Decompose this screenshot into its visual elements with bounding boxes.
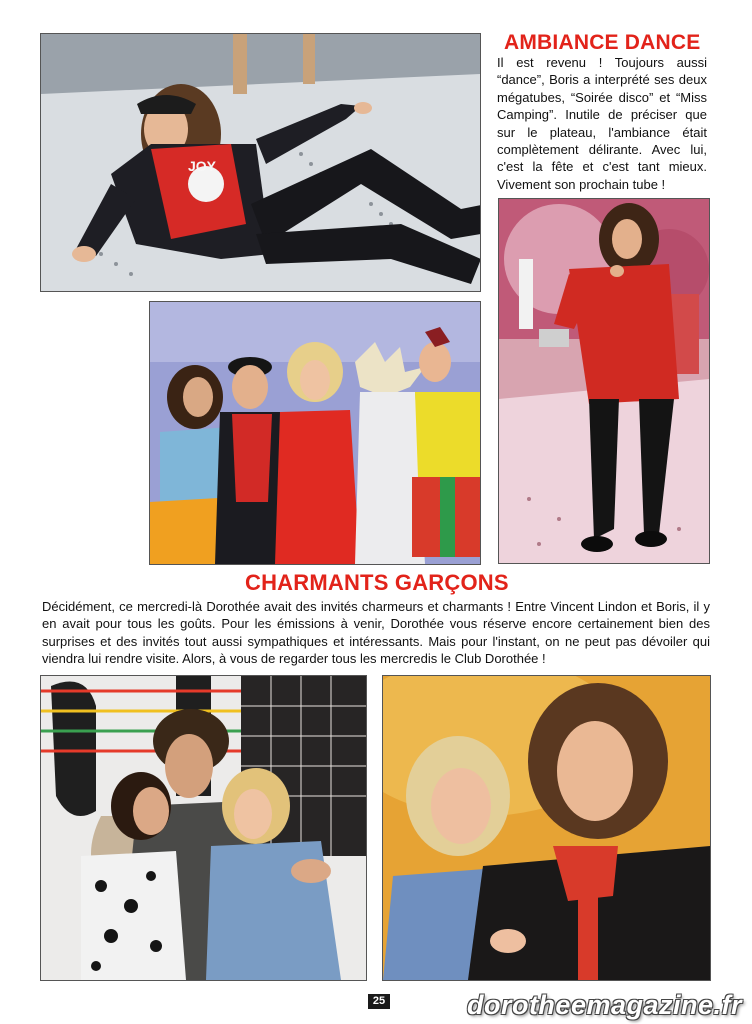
site-watermark: dorotheemagazine.fr bbox=[466, 990, 742, 1020]
photo-lindon-group bbox=[40, 675, 367, 981]
tshirt-print: JOY bbox=[188, 158, 217, 174]
photo-boris-singing bbox=[498, 198, 710, 564]
page-number: 25 bbox=[368, 994, 390, 1009]
photo-dorothee-boris bbox=[382, 675, 711, 981]
ambiance-dance-heading: AMBIANCE DANCE bbox=[504, 31, 701, 54]
charmants-garcons-text: Décidément, ce mercredi-là Dorothée avait des invités charmeurs et charmants ! Entre Vincent Lindon et Boris, il y en avait pour tous les goûts. Pour les émissions à venir, Dorothée vous réserve encore certainement bien des surprises et des invités tout aussi sympathiques et intéressants. Mais pour l'instant, on ne peut pas dévoiler qui viendra lui rendre visite. Alors, à vous de regarder tous les mercredis le Club Dorothée ! bbox=[42, 599, 710, 667]
photo-boris-lying bbox=[40, 33, 481, 292]
photo-boris-group bbox=[149, 301, 481, 565]
ambiance-dance-text: Il est revenu ! Toujours aussi “dance”, Boris a interprété ses deux mégatubes, “Soirée disco” et “Miss Camping”. Inutile de préciser que sur le plateau, l'ambiance était complètement délirante. Avec lui, c'est la fête et c'est tant mieux. Vivement son prochain tube ! bbox=[497, 55, 707, 192]
charmants-garcons-heading: CHARMANTS GARÇONS bbox=[245, 570, 509, 595]
